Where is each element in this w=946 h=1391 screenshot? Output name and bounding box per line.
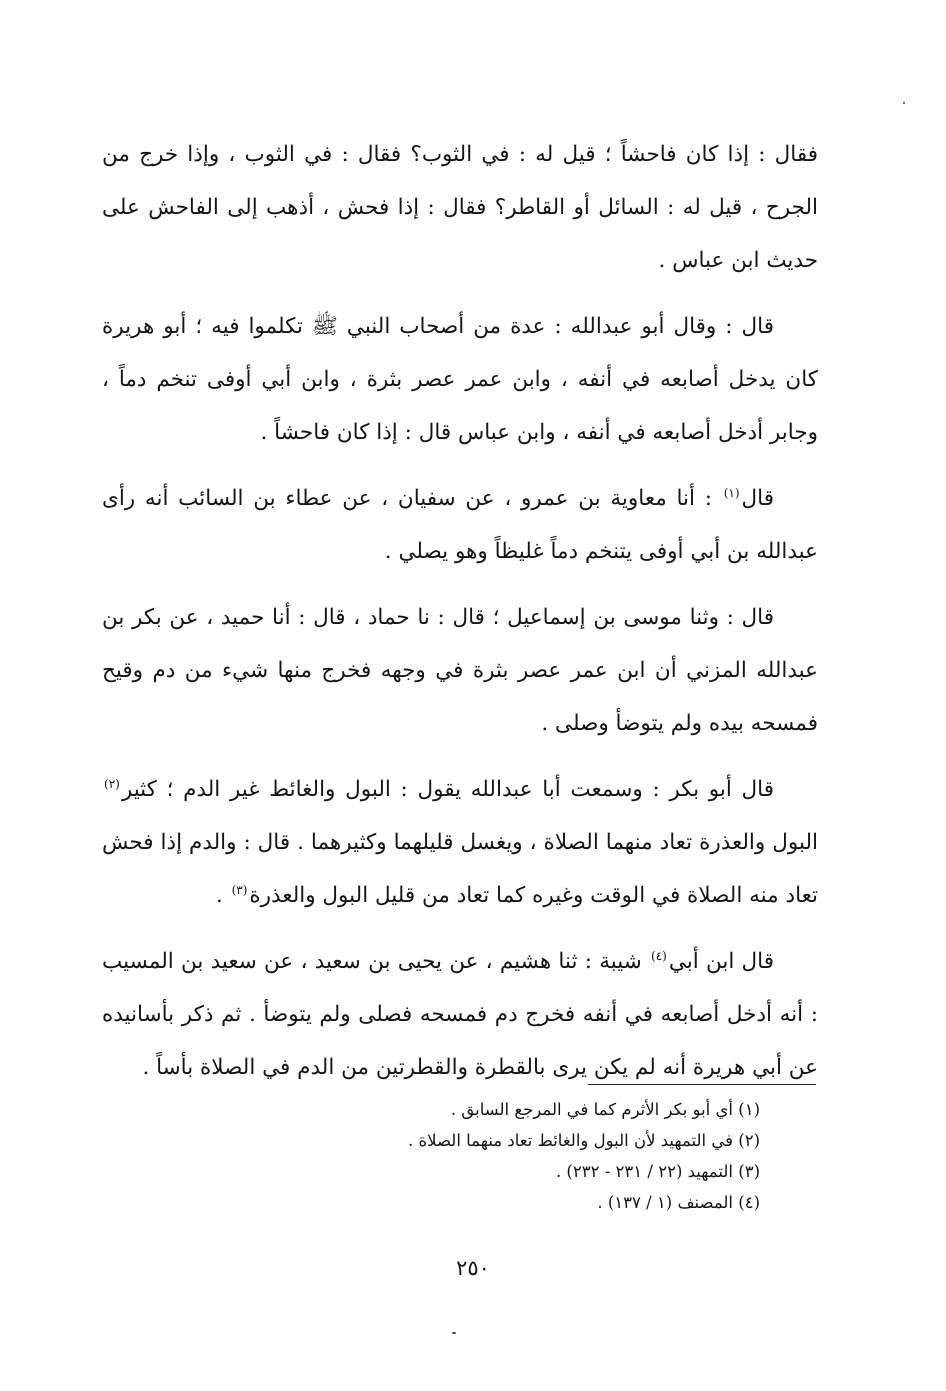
- paragraph: [102, 300, 818, 459]
- footnote-3: (٣) التمهيد (٢٢ / ٢٣١ - ٢٣٢) .: [555, 1162, 760, 1181]
- main-text: [102, 128, 818, 1107]
- paragraph: [102, 128, 818, 287]
- footnote-reference: (٤): [651, 948, 667, 963]
- paragraph-text: قال : وثنا موسى بن إسماعيل ؛ قال : نا حماد ، قال : أنا حميد ، عن بكر بن عبدالله المزني أن ابن عمر عصر بثرة في وجهه فخرج منها شيء من دم وقيح فمسحه بيده ولم يتوضأ وصلى .: [102, 605, 818, 736]
- paragraph-text: قال أبو بكر : وسمعت أبا عبدالله يقول : البول والغائط غير الدم ؛ كثير: [121, 777, 774, 802]
- paragraph: [102, 472, 818, 578]
- paragraph-text: شيبة : ثنا هشيم ، عن يحيى بن سعيد ، عن سعيد بن المسيب : أنه أدخل أصابعه في أنفه فخرج دم فمسحه فصلى ولم يتوضأ . ثم ذكر بأسانيده عن أبي هريرة أنه لم يكن يرى بالقطرة والقطرتين من الدم في الصلاة بأساً .: [102, 949, 818, 1080]
- footnote-reference: (١): [723, 485, 740, 500]
- paragraph: [102, 935, 818, 1094]
- paragraph-text: قال ابن أبي: [668, 949, 774, 974]
- footnote-4: (٤) المصنف (١ / ١٣٧) .: [597, 1193, 760, 1212]
- paragraph: [102, 763, 818, 922]
- page-number: ٢٥٠: [456, 1256, 490, 1280]
- footnote-1: (١) أي أبو بكر الأثرم كما في المرجع السابق .: [450, 1100, 760, 1119]
- paragraph-text: البول والعذرة تعاد منهما الصلاة ، ويغسل قليلهما وكثيرهما . قال : والدم إذا فحش تعاد منه الصلاة في الوقت وغيره كما تعاد من قليل البول والعذرة: [102, 830, 818, 908]
- footnotes: [250, 1094, 760, 1218]
- footnote-reference: (٢): [104, 776, 120, 791]
- paragraph-text: فقال : إذا كان فاحشاً ؛ قيل له : في الثوب؟ فقال : في الثوب ، وإذا خرج من الجرح ، قيل له : السائل أو القاطر؟ فقال : إذا فحش ، أذهب إلى الفاحش على حديث ابن عباس .: [102, 142, 818, 273]
- scan-speck: [452, 1332, 456, 1334]
- paragraph: [102, 591, 818, 750]
- footnote-separator: [588, 1084, 816, 1085]
- footnote-reference: (٣): [231, 882, 248, 897]
- footnote-2: (٢) في التمهيد لأن البول والغائط تعاد منهما الصلاة .: [408, 1131, 760, 1150]
- scan-speck: [903, 102, 905, 104]
- paragraph-text: : أنا معاوية بن عمرو ، عن سفيان ، عن عطاء بن السائب أنه رأى عبدالله بن أبي أوفى يتنخم دماً غليظاً وهو يصلي .: [102, 486, 818, 564]
- paragraph-text: .: [215, 883, 230, 908]
- paragraph-text: قال : وقال أبو عبدالله : عدة من أصحاب النبي ﷺ تكلموا فيه ؛ أبو هريرة كان يدخل أصابعه في أنفه ، وابن عمر عصر بثرة ، وابن أبي أوفى تنخم دماً ، وجابر أدخل أصابعه في أنفه ، وابن عباس قال : إذا كان فاحشاً .: [102, 314, 818, 445]
- paragraph-text: قال: [741, 486, 774, 511]
